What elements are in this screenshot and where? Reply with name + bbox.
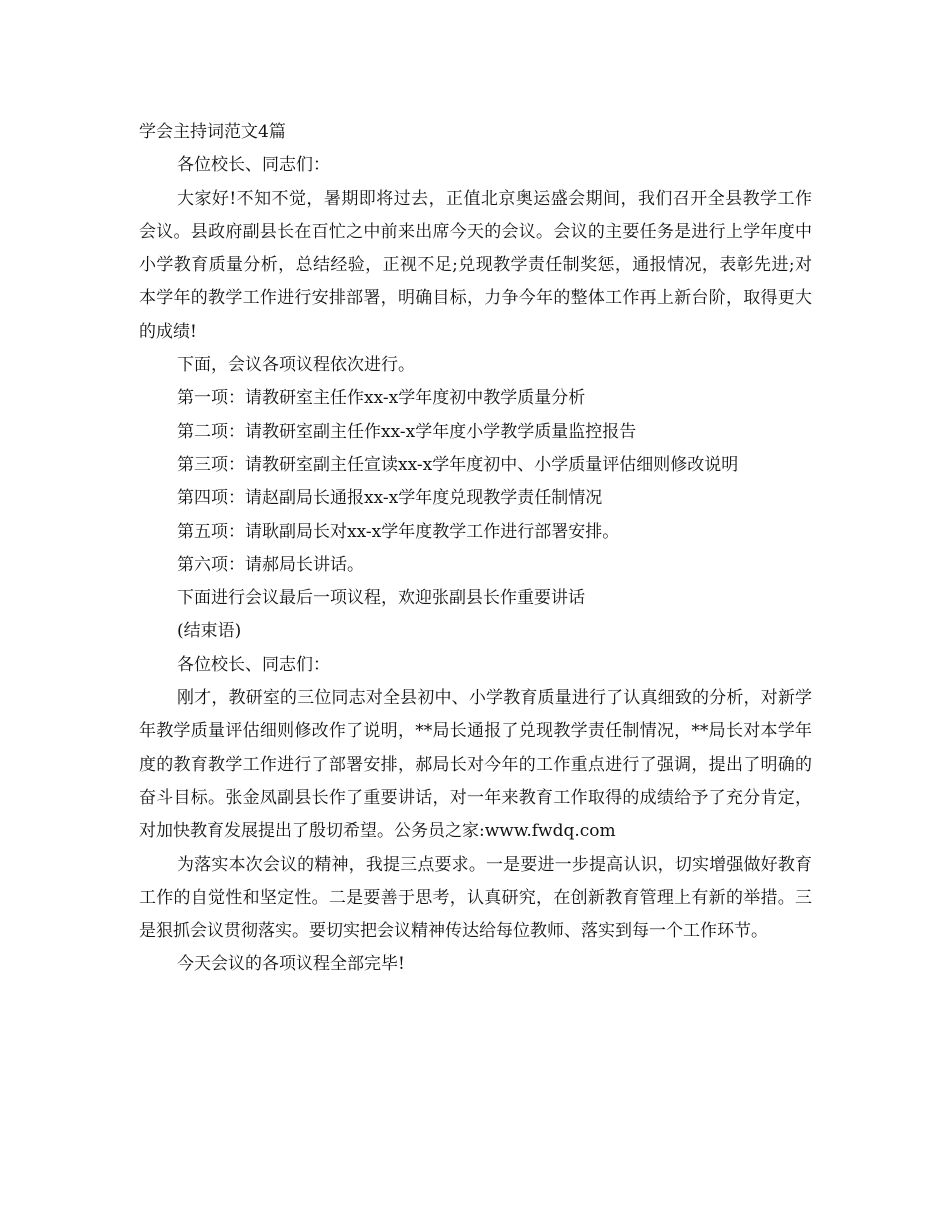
closing-heading: (结束语) [177,621,242,642]
agenda-item-4: 第四项：请赵副局长通报xx-x学年度兑现教学责任制情况 [177,488,603,509]
final-agenda-paragraph: 下面进行会议最后一项议程，欢迎张副县长作重要讲话 [177,588,585,609]
agenda-item-1: 第一项：请教研室主任作xx-x学年度初中教学质量分析 [177,388,586,409]
agenda-item-5: 第五项：请耿副局长对xx-x学年度教学工作进行部署安排。 [177,521,620,542]
summary-paragraph: 刚才，教研室的三位同志对全县初中、小学教育质量进行了认真细致的分析，对新学年教学质量评估细则修改作了说明，**局长通报了兑现教学责任制情况，**局长对本学年度的教育教学工作进行了部署安排，郝局长对今年的工作重点进行了强调，提出了明确的奋斗目标。张金凤副县长作了重要讲话，对一年来教育工作取得的成绩给予了充分肯定，对加快教育发展提出了殷切希望。公务员之家:www.fwdq.com [139,688,812,842]
agenda-item-6: 第六项：请郝局长讲话。 [177,554,364,575]
document-title: 学会主持词范文4篇 [139,122,286,142]
requirements-paragraph: 为落实本次会议的精神，我提三点要求。一是要进一步提高认识，切实增强做好教育工作的自觉性和坚定性。二是要善于思考，认真研究，在创新教育管理上有新的举措。三是狠抓会议贯彻落实。要切实把会议精神传达给每位教师、落实到每一个工作环节。 [139,854,812,942]
greeting-paragraph: 各位校长、同志们： [177,155,330,176]
agenda-intro: 下面，会议各项议程依次进行。 [177,355,415,376]
closing-greeting: 各位校长、同志们： [177,654,330,675]
agenda-item-2: 第二项：请教研室副主任作xx-x学年度小学教学质量监控报告 [177,421,637,442]
document-body [139,116,812,982]
opening-paragraph: 大家好!不知不觉，暑期即将过去，正值北京奥运盛会期间，我们召开全县教学工作会议。县政府副县长在百忙之中前来出席今天的会议。会议的主要任务是进行上学年度中小学教育质量分析，总结经验，正视不足;兑现教学责任制奖惩，通报情况，表彰先进;对本学年的教学工作进行安排部署，明确目标，力争今年的整体工作再上新台阶，取得更大的成绩! [139,188,812,342]
agenda-item-3: 第三项：请教研室副主任宣读xx-x学年度初中、小学质量评估细则修改说明 [177,454,739,475]
conclusion-paragraph: 今天会议的各项议程全部完毕! [177,954,405,975]
